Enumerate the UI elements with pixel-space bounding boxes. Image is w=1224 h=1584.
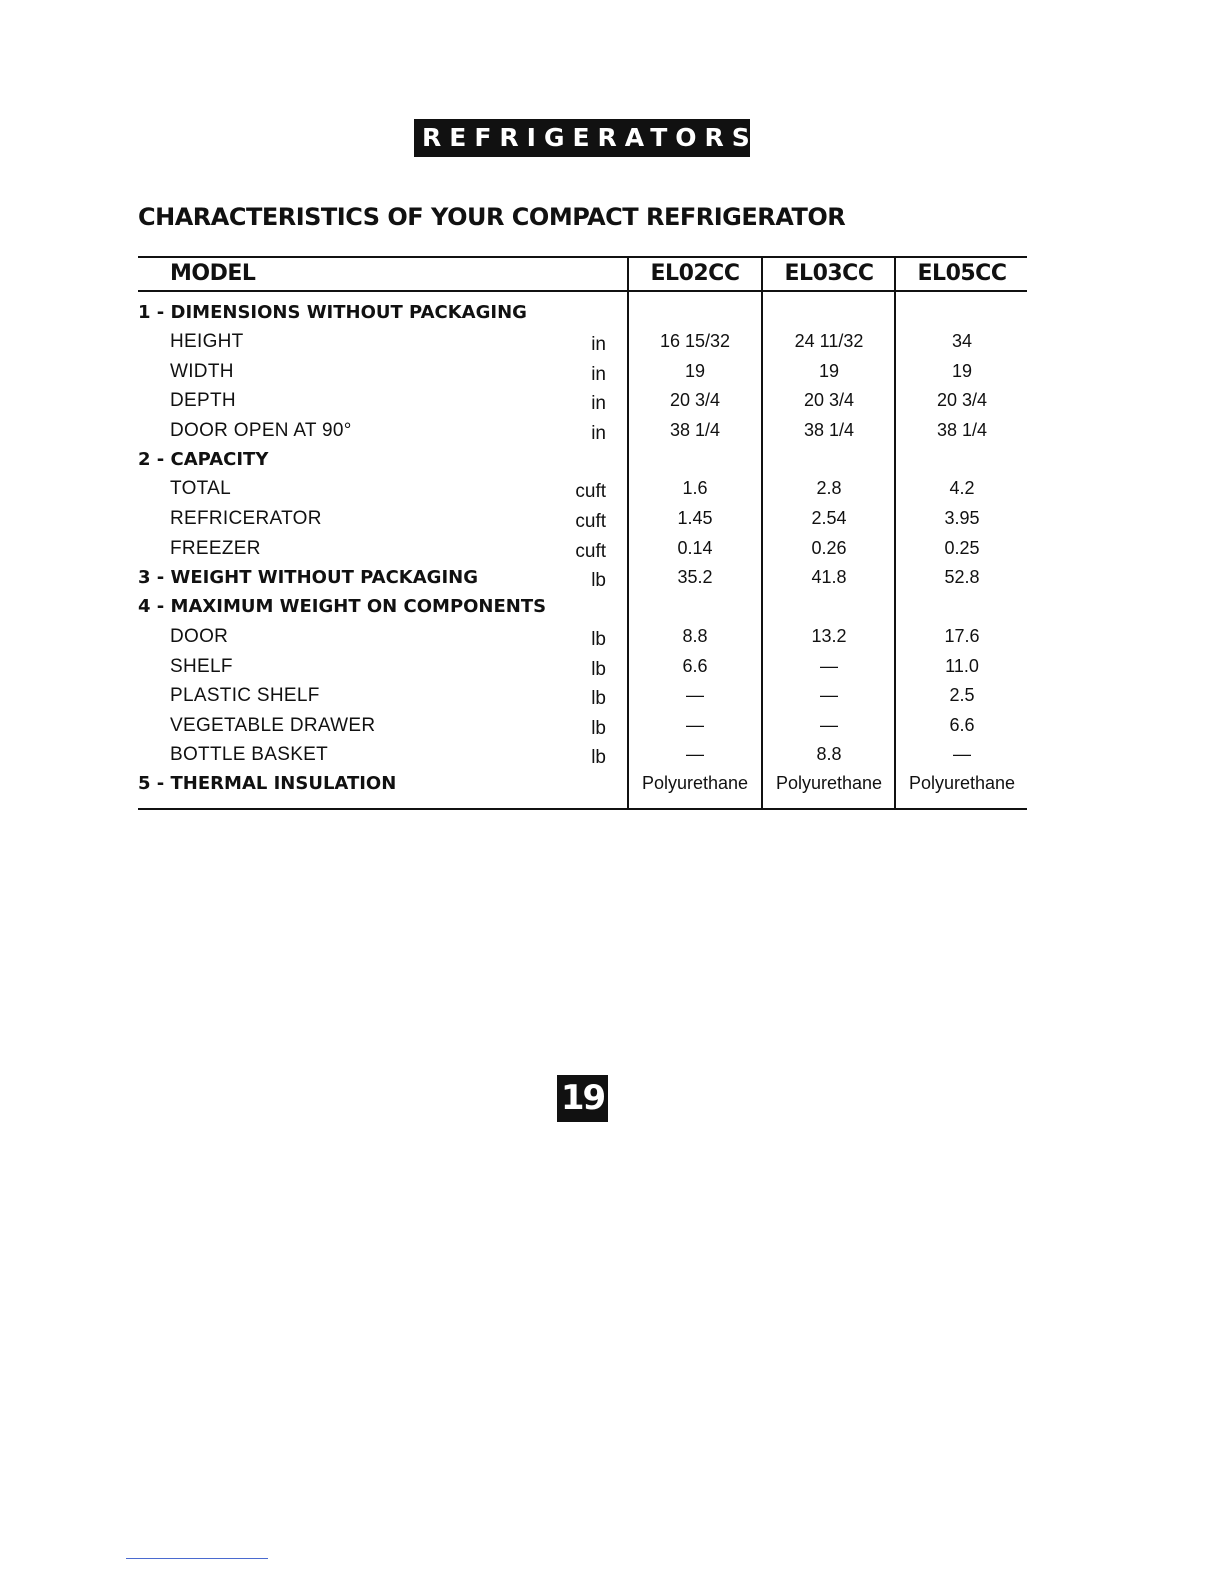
value-cell: — bbox=[686, 744, 704, 764]
value-cell: Polyurethane bbox=[641, 773, 749, 793]
row-label: TOTAL bbox=[170, 478, 231, 499]
value-cell: 13.2 bbox=[811, 626, 847, 646]
row-unit: in bbox=[591, 334, 606, 355]
value-cell: 6.6 bbox=[949, 715, 975, 735]
value-cell: 2.54 bbox=[811, 508, 847, 528]
footer-rule bbox=[126, 1558, 268, 1559]
value-cell: — bbox=[820, 685, 838, 705]
value-cell: 0.14 bbox=[677, 538, 713, 558]
model-column-header: EL03CC bbox=[784, 261, 874, 286]
value-cell: 16 15/32 bbox=[659, 331, 731, 351]
value-cell: 20 3/4 bbox=[936, 390, 988, 410]
value-cell: — bbox=[686, 715, 704, 735]
value-cell: 20 3/4 bbox=[803, 390, 855, 410]
row-label: HEIGHT bbox=[170, 331, 244, 352]
page-number: 19 bbox=[557, 1075, 608, 1122]
row-label: WIDTH bbox=[170, 361, 234, 382]
value-cell: 38 1/4 bbox=[936, 420, 988, 440]
row-unit: cuft bbox=[575, 511, 606, 532]
value-cell: 35.2 bbox=[677, 567, 713, 587]
row-label: BOTTLE BASKET bbox=[170, 744, 329, 765]
value-cell: 3.95 bbox=[944, 508, 980, 528]
row-unit: cuft bbox=[575, 541, 606, 562]
page-title: CHARACTERISTICS OF YOUR COMPACT REFRIGERATOR bbox=[138, 203, 846, 231]
row-unit: lb bbox=[591, 718, 606, 739]
row-unit: in bbox=[591, 364, 606, 385]
value-cell: 38 1/4 bbox=[669, 420, 721, 440]
value-cell: 1.6 bbox=[682, 478, 708, 498]
row-label: DOOR OPEN AT 90° bbox=[170, 420, 352, 441]
section-heading: 4 - MAXIMUM WEIGHT ON COMPONENTS bbox=[138, 596, 547, 617]
value-cell: Polyurethane bbox=[908, 773, 1016, 793]
row-unit: in bbox=[591, 393, 606, 414]
value-cell: — bbox=[953, 744, 971, 764]
value-cell: 17.6 bbox=[944, 626, 980, 646]
section-heading: 2 - CAPACITY bbox=[138, 449, 269, 470]
value-cell: Polyurethane bbox=[775, 773, 883, 793]
value-cell: 2.8 bbox=[816, 478, 842, 498]
model-header: MODEL bbox=[170, 261, 256, 286]
value-cell: 34 bbox=[951, 331, 973, 351]
row-label: PLASTIC SHELF bbox=[170, 685, 320, 706]
model-column-header: EL05CC bbox=[917, 261, 1007, 286]
row-label: DOOR bbox=[170, 626, 229, 647]
value-cell: 6.6 bbox=[682, 656, 708, 676]
row-unit: lb bbox=[591, 688, 606, 709]
value-cell: 2.5 bbox=[949, 685, 975, 705]
row-unit: in bbox=[591, 423, 606, 444]
row-label: VEGETABLE DRAWER bbox=[170, 715, 376, 736]
value-cell: — bbox=[820, 656, 838, 676]
value-cell: 11.0 bbox=[945, 656, 979, 676]
model-column-header: EL02CC bbox=[650, 261, 740, 286]
value-cell: 0.25 bbox=[944, 538, 980, 558]
value-cell: — bbox=[686, 685, 704, 705]
value-cell: 8.8 bbox=[816, 744, 842, 764]
section-banner: REFRIGERATORS bbox=[414, 119, 750, 157]
row-unit: cuft bbox=[575, 481, 606, 502]
value-cell: 19 bbox=[684, 361, 706, 381]
value-cell: 19 bbox=[818, 361, 840, 381]
value-cell: — bbox=[820, 715, 838, 735]
value-cell: 24 11/32 bbox=[794, 331, 864, 351]
row-unit: lb bbox=[591, 659, 606, 680]
row-unit: lb bbox=[591, 747, 606, 768]
value-cell: 1.45 bbox=[677, 508, 713, 528]
row-label: REFRICERATOR bbox=[170, 508, 322, 529]
row-unit: lb bbox=[591, 629, 606, 650]
row-unit: lb bbox=[591, 570, 606, 591]
value-cell: 0.26 bbox=[811, 538, 847, 558]
row-label: DEPTH bbox=[170, 390, 236, 411]
section-heading: 1 - DIMENSIONS WITHOUT PACKAGING bbox=[138, 302, 527, 323]
value-cell: 19 bbox=[951, 361, 973, 381]
value-cell: 8.8 bbox=[682, 626, 708, 646]
section-heading: 3 - WEIGHT WITHOUT PACKAGING bbox=[138, 567, 478, 588]
value-cell: 4.2 bbox=[949, 478, 975, 498]
section-heading: 5 - THERMAL INSULATION bbox=[138, 773, 397, 794]
row-label: FREEZER bbox=[170, 538, 261, 559]
value-cell: 20 3/4 bbox=[669, 390, 721, 410]
value-cell: 41.8 bbox=[811, 567, 847, 587]
value-cell: 38 1/4 bbox=[803, 420, 855, 440]
row-label: SHELF bbox=[170, 656, 233, 677]
value-cell: 52.8 bbox=[944, 567, 980, 587]
